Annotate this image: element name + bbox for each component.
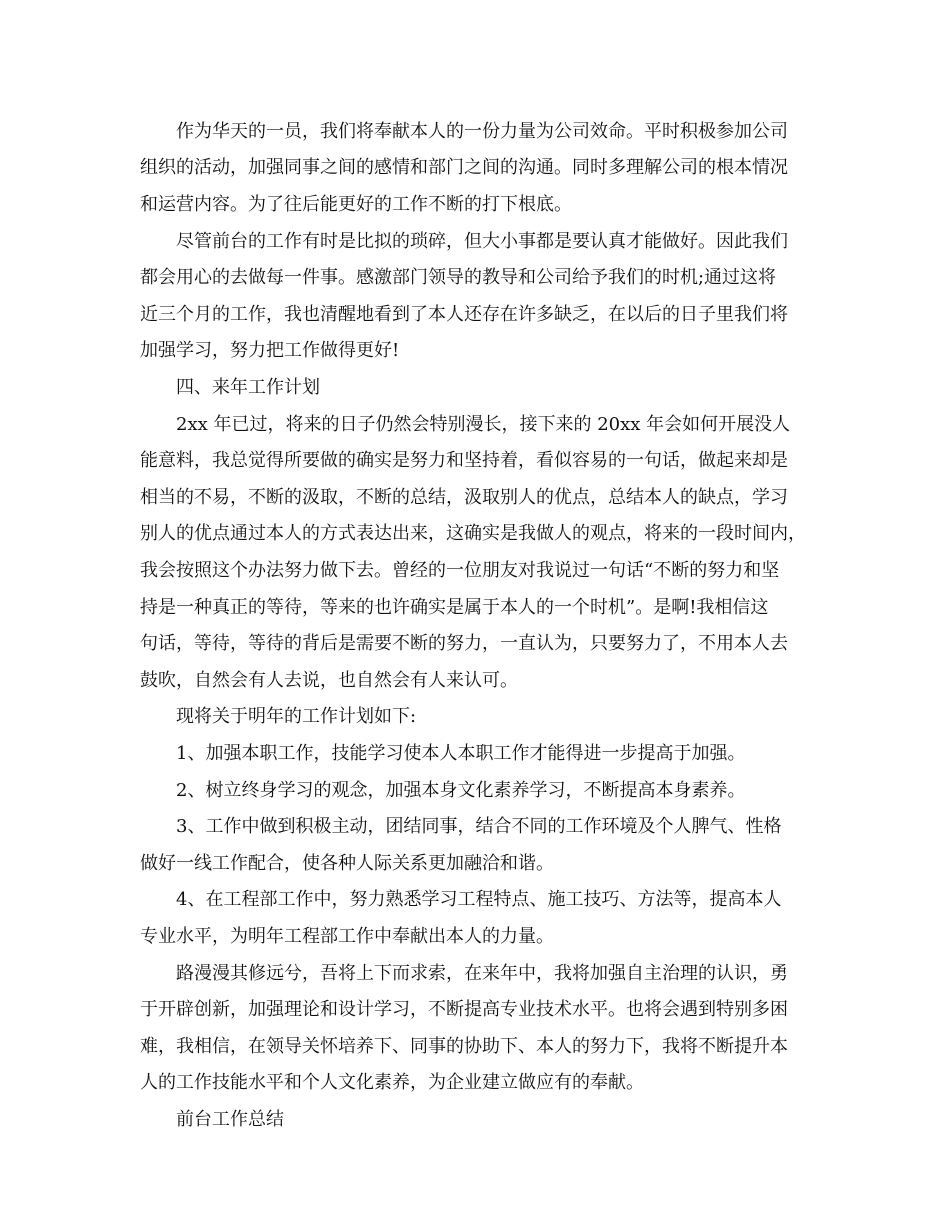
paragraph-line: 2xx 年已过，将来的日子仍然会特别漫长，接下来的 20xx 年会如何开展没人 [176, 414, 791, 435]
paragraph-line: 尽管前台的工作有时是比拟的琐碎，但大小事都是要认真才能做好。因此我们 [176, 231, 788, 252]
paragraph-line: 现将关于明年的工作计划如下: [176, 706, 417, 727]
paragraph-line: 都会用心的去做每一件事。感激部门领导的教导和公司给予我们的时机;通过这将 [140, 267, 777, 288]
paragraph-line: 难，我相信，在领导关怀培养下、同事的协助下、本人的努力下，我将不断提升本 [140, 1036, 788, 1057]
paragraph-line: 路漫漫其修远兮，吾将上下而求索，在来年中，我将加强自主治理的认识，勇 [176, 963, 788, 984]
paragraph-line: 我会按照这个办法努力做下去。曾经的一位朋友对我说过一句话“不断的努力和坚 [140, 560, 780, 581]
list-item-continuation: 做好一线工作配合，使各种人际关系更加融洽和谐。 [140, 853, 554, 874]
paragraph-line: 组织的活动，加强同事之间的感情和部门之间的沟通。同时多理解公司的根本情况 [140, 157, 788, 178]
list-item: 4、在工程部工作中，努力熟悉学习工程特点、施工技巧、方法等，提高本人 [176, 889, 782, 910]
paragraph-line: 加强学习，努力把工作做得更好! [140, 340, 400, 361]
paragraph-line: 能意料，我总觉得所要做的确实是努力和坚持着，看似容易的一句话，做起来却是 [140, 450, 788, 471]
paragraph-line: 鼓吹，自然会有人去说，也自然会有人来认可。 [140, 670, 518, 691]
paragraph-line: 人的工作技能水平和个人文化素养，为企业建立做应有的奉献。 [140, 1072, 644, 1093]
section-heading: 前台工作总结 [176, 1109, 284, 1130]
paragraph-line: 于开辟创新，加强理论和设计学习，不断提高专业技术水平。也将会遇到特别多困 [140, 999, 788, 1020]
list-item: 1、加强本职工作，技能学习使本人本职工作才能得进一步提高于加强。 [176, 743, 746, 764]
paragraph-line: 相当的不易，不断的汲取，不断的总结，汲取别人的优点，总结本人的缺点，学习 [140, 487, 788, 508]
list-item: 3、工作中做到积极主动，团结同事，结合不同的工作环境及个人脾气、性格 [176, 816, 782, 837]
paragraph-line: 句话，等待，等待的背后是需要不断的努力，一直认为，只要努力了，不用本人去 [140, 633, 788, 654]
paragraph-line: 持是一种真正的等待，等来的也许确实是属于本人的一个时机”。是啊!我相信这 [140, 597, 769, 618]
list-item-continuation: 专业水平，为明年工程部工作中奉献出本人的力量。 [140, 926, 554, 947]
paragraph-line: 作为华天的一员，我们将奉献本人的一份力量为公司效命。平时积极参加公司 [176, 121, 788, 142]
paragraph-line: 近三个月的工作，我也清醒地看到了本人还存在许多缺乏，在以后的日子里我们将 [140, 304, 788, 325]
paragraph-line: 和运营内容。为了往后能更好的工作不断的打下根底。 [140, 194, 572, 215]
paragraph-line: 别人的优点通过本人的方式表达出来，这确实是我做人的观点，将来的一段时间内， [140, 523, 806, 544]
section-heading: 四、来年工作计划 [176, 377, 320, 398]
list-item: 2、树立终身学习的观念，加强本身文化素养学习，不断提高本身素养。 [176, 780, 746, 801]
